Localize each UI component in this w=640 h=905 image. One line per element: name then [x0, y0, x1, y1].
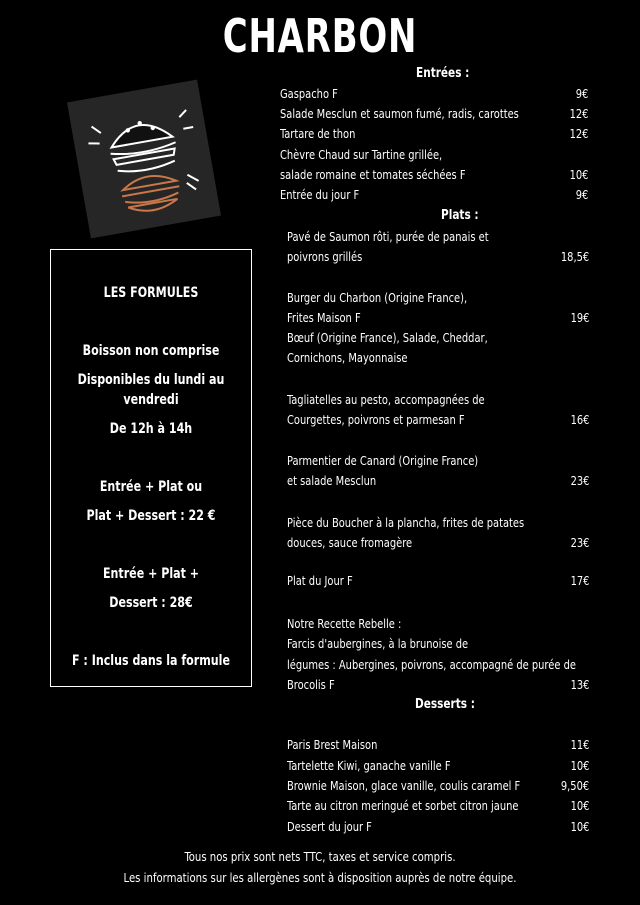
dessert-item-price: 10€	[570, 819, 589, 834]
formules-line: Boisson non comprise	[82, 343, 220, 359]
plat-item-name: Parmentier de Canard (Origine France)	[287, 453, 479, 468]
plat-item-price: 17€	[570, 573, 589, 588]
plat-item-name: poivrons grillés	[287, 249, 363, 264]
plat-item-name: Cornichons, Mayonnaise	[287, 350, 408, 365]
section-heading-entrees: Entrées :	[416, 66, 470, 81]
footer-allergens-note: Les informations sur les allergènes sont à disposition auprès de notre équipe.	[123, 870, 517, 885]
plat-item-price: 18,5€	[560, 249, 589, 264]
plat-item-name: Bœuf (Origine France), Salade, Cheddar,	[287, 330, 488, 345]
entree-item-price: 9€	[575, 187, 588, 202]
plat-item-name: et salade Mesclun	[287, 473, 377, 488]
formules-line: Disponibles du lundi au	[77, 372, 225, 388]
restaurant-title: CHARBON	[222, 9, 418, 63]
plat-item-name: Frites Maison F	[287, 310, 361, 325]
dessert-item-price: 11€	[570, 737, 589, 752]
plat-item-name: Notre Recette Rebelle :	[287, 616, 402, 631]
formules-line: De 12h à 14h	[109, 421, 193, 437]
formules-title: LES FORMULES	[103, 285, 199, 301]
entree-item-price: 9€	[575, 86, 588, 101]
dessert-item-name: Tartelette Kiwi, ganache vanille F	[287, 758, 451, 773]
formules-line: Entrée + Plat +	[102, 566, 200, 582]
dessert-item-name: Dessert du jour F	[287, 819, 372, 834]
formules-line: F : Inclus dans la formule	[71, 653, 230, 669]
entree-item-name: Salade Mesclun et saumon fumé, radis, carottes	[280, 106, 519, 121]
plat-item-price: 13€	[570, 677, 589, 692]
plat-item-price: 19€	[570, 310, 589, 325]
plat-item-name: Brocolis F	[287, 677, 335, 692]
plat-item-name: Farcis d'aubergines, à la brunoise de	[287, 636, 469, 651]
dessert-item-price: 10€	[570, 758, 589, 773]
formules-line: Entrée + Plat ou	[99, 479, 203, 495]
plat-item-name: Pavé de Saumon rôti, purée de panais et	[287, 229, 489, 244]
entree-item-name: Gaspacho F	[280, 86, 338, 101]
plat-item-price: 23€	[570, 535, 589, 550]
dessert-item-price: 10€	[570, 798, 589, 813]
entree-item-price: 10€	[569, 167, 588, 182]
entree-item-name: Entrée du jour F	[280, 187, 360, 202]
plat-item-name: Plat du Jour F	[287, 573, 353, 588]
dessert-item-name: Brownie Maison, glace vanille, coulis caramel F	[287, 778, 521, 793]
plat-item-name: Courgettes, poivrons et parmesan F	[287, 412, 465, 427]
formules-box	[50, 249, 252, 687]
dessert-item-name: Tarte au citron meringué et sorbet citron jaune	[287, 798, 519, 813]
formules-line: Dessert : 28€	[109, 595, 193, 611]
formules-line: vendredi	[123, 392, 179, 408]
plat-item-name: Tagliatelles au pesto, accompagnées de	[287, 392, 485, 407]
dessert-item-name: Paris Brest Maison	[287, 737, 378, 752]
entree-item-name: salade romaine et tomates séchées F	[280, 167, 466, 182]
entree-item-name: Chèvre Chaud sur Tartine grillée,	[280, 147, 443, 162]
section-heading-plats: Plats :	[441, 208, 479, 223]
plat-item-name: Pièce du Boucher à la plancha, frites de patates	[287, 515, 525, 530]
plat-item-name: Burger du Charbon (Origine France),	[287, 290, 468, 305]
formules-line: Plat + Dessert : 22 €	[86, 508, 216, 524]
plat-item-name: douces, sauce fromagère	[287, 535, 413, 550]
section-heading-desserts: Desserts :	[415, 697, 475, 712]
dessert-item-price: 9,50€	[560, 778, 589, 793]
plat-item-price: 23€	[570, 473, 589, 488]
entree-item-price: 12€	[569, 106, 588, 121]
plat-item-price: 16€	[570, 412, 589, 427]
plat-item-name: légumes : Aubergines, poivrons, accompagné de purée de	[287, 657, 576, 672]
footer-prices-note: Tous nos prix sont nets TTC, taxes et service compris.	[184, 849, 456, 864]
burger-chalk-drawing-icon	[67, 80, 221, 239]
entree-item-price: 12€	[569, 126, 588, 141]
entree-item-name: Tartare de thon	[280, 126, 356, 141]
